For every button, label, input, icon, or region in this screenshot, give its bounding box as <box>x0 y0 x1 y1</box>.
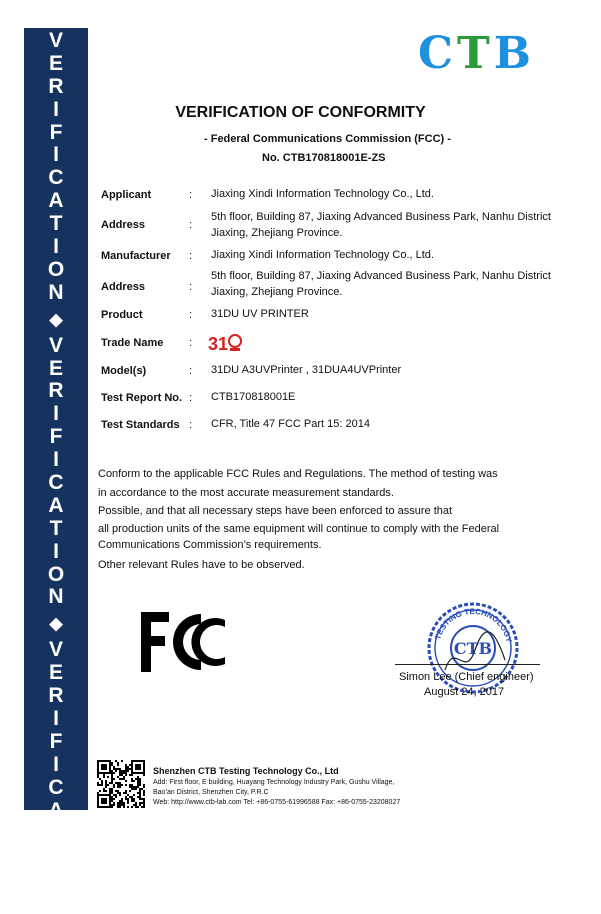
sidebar-letter: F <box>49 425 63 449</box>
sidebar-letter: N <box>48 585 64 609</box>
document-subtitle: - Federal Communications Commission (FCC) - <box>204 133 451 145</box>
sidebar-letter: I <box>53 539 59 563</box>
certificate-number: No. CTB170818001E-ZS <box>262 152 386 164</box>
document-title: VERIFICATION OF CONFORMITY <box>175 104 426 121</box>
sidebar-letter: V <box>48 638 63 662</box>
footer-contact: Web: http://www.ctb-lab.com Tel: +86-0755-61996588 Fax: +86-0755-23208027 <box>153 799 401 806</box>
sidebar-letter: A <box>48 493 64 517</box>
colon: : <box>189 309 193 321</box>
body-text: Possible, and that all necessary steps have been enforced to assure that <box>98 505 453 517</box>
sidebar-letter: E <box>48 51 63 75</box>
signature-line <box>395 664 540 665</box>
address-label: Address <box>101 281 146 293</box>
svg-text:CTB: CTB <box>453 639 493 658</box>
diamond-icon: ◆ <box>49 309 63 329</box>
logo-letter-t: T <box>457 28 492 79</box>
applicant-value: Jiaxing Xindi Information Technology Co., Ltd. <box>211 188 434 200</box>
sidebar-letter: E <box>48 356 63 380</box>
manufacturer-value: Jiaxing Xindi Information Technology Co., Ltd. <box>211 249 434 261</box>
body-text: all production units of the same equipment will continue to comply with the Federal <box>98 523 500 535</box>
sidebar-letter: C <box>48 166 64 190</box>
svg-text:TESTING TECHNOLOGY: TESTING TECHNOLOGY <box>433 606 514 644</box>
product-value: 31DU UV PRINTER <box>211 308 309 320</box>
sidebar-letter: F <box>49 729 63 753</box>
body-text: Communications Commission’s requirements. <box>98 539 322 551</box>
sidebar-letter: T <box>49 516 63 540</box>
sidebar-letter: R <box>48 379 64 403</box>
applicant-label: Applicant <box>101 189 152 201</box>
sidebar-letter: E <box>48 661 63 685</box>
body-text: in accordance to the most accurate measurement standards. <box>98 487 394 499</box>
sidebar-letter: I <box>53 143 59 167</box>
address-line: 5th floor, Building 87, Jiaxing Advanced Business Park, Nanhu District <box>211 270 551 282</box>
product-label: Product <box>101 309 143 321</box>
colon: : <box>189 365 193 377</box>
sidebar-letter: C <box>48 471 64 495</box>
sidebar-letter: I <box>53 752 59 776</box>
ctb-logo <box>418 28 533 79</box>
sidebar-letter: C <box>48 775 64 799</box>
sidebar-letter: I <box>53 97 59 121</box>
sidebar-letter: T <box>49 212 63 236</box>
signatory-name: Simon Lee (Chief engineer) <box>399 671 534 683</box>
sidebar-letter: I <box>53 402 59 426</box>
svg-text:31: 31 <box>208 334 229 353</box>
diamond-icon: ◆ <box>49 614 63 634</box>
footer-address: Add: First floor, E building, Huayang Technology Industry Park, Gushu Village, <box>153 779 395 786</box>
colon: : <box>189 250 193 262</box>
trade-name-logo <box>208 333 244 353</box>
sidebar-letter: I <box>53 707 59 731</box>
address-line: Jiaxing, Zhejiang Province. <box>211 286 343 298</box>
trade-name-label: Trade Name <box>101 337 164 349</box>
standards-value: CFR, Title 47 FCC Part 15: 2014 <box>211 418 370 430</box>
sidebar-letter: I <box>53 448 59 472</box>
address-line: 5th floor, Building 87, Jiaxing Advanced Business Park, Nanhu District <box>211 211 551 223</box>
sidebar-letter: R <box>48 684 64 708</box>
models-value: 31DU A3UVPrinter , 31DUA4UVPrinter <box>211 364 402 376</box>
sidebar-letter: O <box>47 562 65 586</box>
sidebar-letter: F <box>49 120 63 144</box>
colon: : <box>189 219 193 231</box>
sidebar-letter: O <box>47 867 65 891</box>
footer-company: Shenzhen CTB Testing Technology Co., Ltd <box>153 766 339 776</box>
sidebar-letter: I <box>53 235 59 259</box>
sidebar-letter: O <box>47 257 65 281</box>
sidebar-letter: A <box>48 798 64 822</box>
qr-code <box>97 760 145 808</box>
colon: : <box>189 419 193 431</box>
sidebar-letter: A <box>48 189 64 213</box>
address-line: Jiaxing, Zhejiang Province. <box>211 227 343 239</box>
manufacturer-label: Manufacturer <box>101 250 171 262</box>
address-label: Address <box>101 219 146 231</box>
sidebar-letter: T <box>49 821 63 845</box>
sidebar-letter: V <box>48 333 63 357</box>
report-value: CTB170818001E <box>211 391 296 403</box>
fcc-logo <box>139 610 231 674</box>
colon: : <box>189 189 193 201</box>
body-text: Other relevant Rules have to be observed. <box>98 559 305 571</box>
sidebar-vertical-text <box>30 29 82 914</box>
colon: : <box>189 392 193 404</box>
signature-date: August 24, 2017 <box>424 686 505 698</box>
report-label: Test Report No. <box>101 392 183 404</box>
logo-letter-c: C <box>418 28 456 79</box>
logo-letter-b: B <box>493 28 533 79</box>
colon: : <box>189 281 193 293</box>
models-label: Model(s) <box>101 365 147 377</box>
sidebar-letter: R <box>48 74 64 98</box>
sidebar-letter: N <box>48 280 64 304</box>
sidebar-letter: V <box>48 29 63 52</box>
colon: : <box>189 337 193 349</box>
sidebar-letter: I <box>53 844 59 868</box>
footer-address: Bao’an District, Shenzhen City, P.R.C <box>153 789 269 796</box>
sidebar-letter: N <box>48 890 64 914</box>
standards-label: Test Standards <box>101 419 180 431</box>
body-text: Conform to the applicable FCC Rules and Regulations. The method of testing was <box>98 468 498 480</box>
